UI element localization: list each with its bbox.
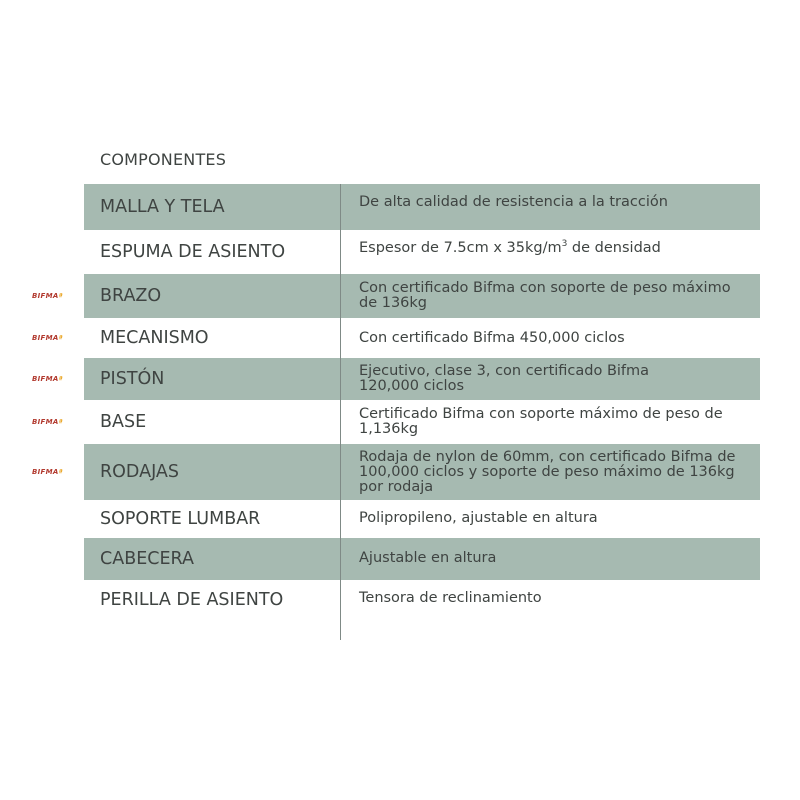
component-name: CABECERA [100, 549, 194, 569]
component-description: Tensora de reclinamiento [340, 580, 760, 640]
component-name: BASE [100, 412, 147, 432]
component-description: Certificado Bifma con soporte máximo de peso de 1,136kg [340, 400, 760, 444]
table-row [32, 318, 760, 358]
bifma-logo-icon: BIFMAª [32, 375, 63, 383]
component-description: Ejecutivo, clase 3, con certificado Bifma 120,000 ciclos [340, 358, 760, 400]
table-row [32, 358, 760, 400]
table-row [84, 538, 760, 580]
component-name: PISTÓN [100, 369, 165, 389]
component-description [340, 230, 760, 274]
components-table [32, 184, 760, 640]
component-name: MECANISMO [100, 328, 209, 348]
component-name: PERILLA DE ASIENTO [100, 590, 284, 610]
superscript: 3 [561, 239, 568, 250]
table-row [32, 400, 760, 444]
table-row [84, 230, 760, 274]
component-description: Polipropileno, ajustable en altura [340, 500, 760, 538]
table-row [84, 184, 760, 230]
component-name: SOPORTE LUMBAR [100, 509, 261, 529]
table-row [32, 274, 760, 318]
table-row [84, 580, 760, 640]
component-name: BRAZO [100, 286, 162, 306]
component-name: RODAJAS [100, 462, 180, 482]
bifma-logo-icon: BIFMAª [32, 468, 63, 476]
description-text: Espesor de 7.5cm x 35kg/m [359, 240, 562, 256]
bifma-logo-icon: BIFMAª [32, 334, 63, 342]
component-name: ESPUMA DE ASIENTO [100, 242, 286, 262]
page-title: COMPONENTES [100, 150, 227, 169]
bifma-logo-icon: BIFMAª [32, 292, 63, 300]
component-name: MALLA Y TELA [100, 197, 225, 217]
component-description: Ajustable en altura [340, 538, 760, 580]
table-row [84, 500, 760, 538]
description-text: de densidad [567, 240, 661, 256]
component-description: De alta calidad de resistencia a la tracción [340, 184, 760, 230]
bifma-logo-icon: BIFMAª [32, 418, 63, 426]
component-description: Rodaja de nylon de 60mm, con certificado Bifma de 100,000 ciclos y soporte de peso máximo de 136kg por rodaja [340, 444, 760, 500]
component-description: Con certificado Bifma 450,000 ciclos [340, 318, 760, 358]
table-row [32, 444, 760, 500]
component-description: Con certificado Bifma con soporte de peso máximo de 136kg [340, 274, 760, 318]
